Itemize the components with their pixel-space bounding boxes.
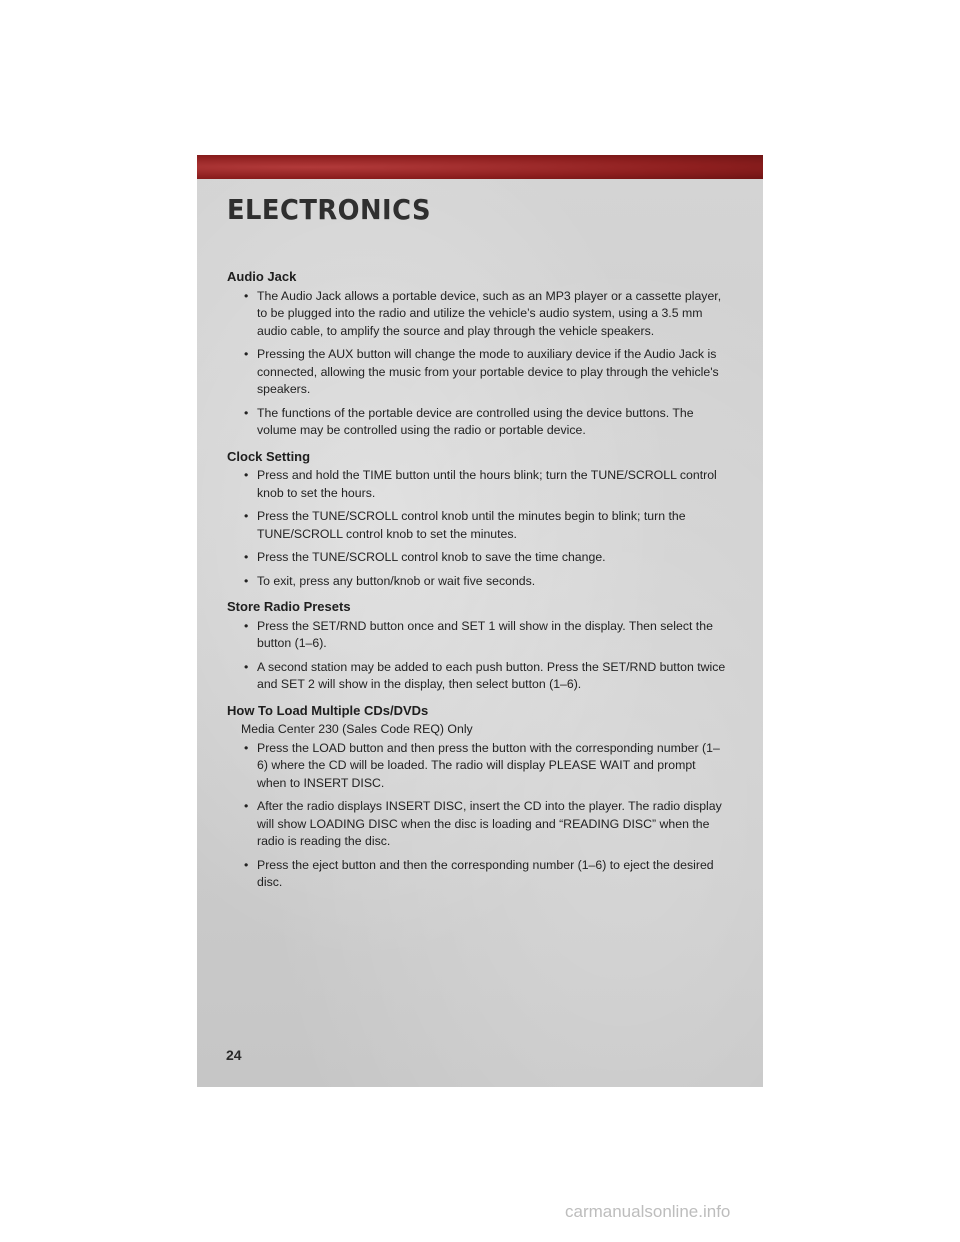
list-item-text: To exit, press any button/knob or wait five seconds. [257,573,536,588]
watermark-text: carmanualsonline.info [565,1202,731,1221]
bullet-icon: • [244,347,249,361]
manual-page [197,155,763,1087]
list-item [227,857,727,892]
bullet-icon: • [244,550,249,564]
list-item [227,405,727,440]
bullet-icon: • [244,288,249,303]
section-heading-clock-setting: Clock Setting [227,448,311,464]
bullet-icon: • [244,573,249,588]
section-title: ELECTRONICS [227,193,431,226]
page-number: 24 [226,1047,242,1063]
list-item-text: Press the TUNE/SCROLL control knob to save the time change. [257,550,606,564]
list-item [227,549,727,567]
bullet-icon: • [244,509,249,523]
list-item-text: Press the TUNE/SCROLL control knob until the minutes begin to blink; turn the TUNE/SCROLL control knob to set the minutes. [257,509,686,541]
list-item-text: After the radio displays INSERT DISC, insert the CD into the player. The radio display will show LOADING DISC when the disc is loading and “READING DISC” when the radio is reading the disc. [257,799,722,848]
clock-setting-list [227,467,727,590]
list-item [227,798,727,851]
section-heading-load-multiple-cds: How To Load Multiple CDs/DVDs [227,702,429,718]
list-item [227,467,727,502]
list-item-text: The functions of the portable device are controlled using the device buttons. The volume may be controlled using the radio or portable device. [257,405,694,437]
list-item [227,659,727,694]
bullet-icon: • [244,740,249,755]
audio-jack-list [227,288,727,440]
bullet-icon: • [244,468,249,482]
list-item [227,346,727,399]
store-radio-presets-list [227,618,727,694]
header-band [197,155,763,179]
bullet-icon: • [244,659,249,674]
bullet-icon: • [244,405,249,420]
section-heading-audio-jack: Audio Jack [227,269,297,284]
section-heading-store-radio-presets: Store Radio Presets [227,599,351,614]
list-item [227,573,727,591]
list-item-text: Pressing the AUX button will change the mode to auxiliary device if the Audio Jack is connected, allowing the music from your portable device to play through the vehicle's speakers. [257,347,719,396]
list-item-text: Press the eject button and then the corresponding number (1–6) to eject the desired disc. [257,857,714,889]
list-item-text: Press the LOAD button and then press the button with the corresponding number (1–6) where the CD will be loaded. The radio will display PLEASE WAIT and prompt when to INSERT DISC. [257,740,720,790]
page-content [227,268,727,898]
bullet-icon: • [244,799,249,813]
list-item-text: The Audio Jack allows a portable device, such as an MP3 player or a cassette player, to be plugged into the radio and utilize the vehicle’s audio system, using a 3.5 mm audio cable, to amplify the source and play through the vehicle speakers. [257,288,722,338]
list-item-text: Press and hold the TIME button until the hours blink; turn the TUNE/SCROLL control knob to set the hours. [257,468,717,500]
list-item-text: Press the SET/RND button once and SET 1 will show in the display. Then select the button (1–6). [257,618,713,650]
list-item-text: A second station may be added to each push button. Press the SET/RND button twice and SET 2 will show in the display, then select button (1–6). [257,659,726,691]
bullet-icon: • [244,857,249,872]
list-item [227,618,727,653]
list-item [227,288,727,341]
bullet-icon: • [244,618,249,633]
list-item [227,508,727,543]
list-item [227,740,727,793]
section-intro: Media Center 230 (Sales Code REQ) Only [241,722,473,736]
load-cds-list [227,740,727,892]
